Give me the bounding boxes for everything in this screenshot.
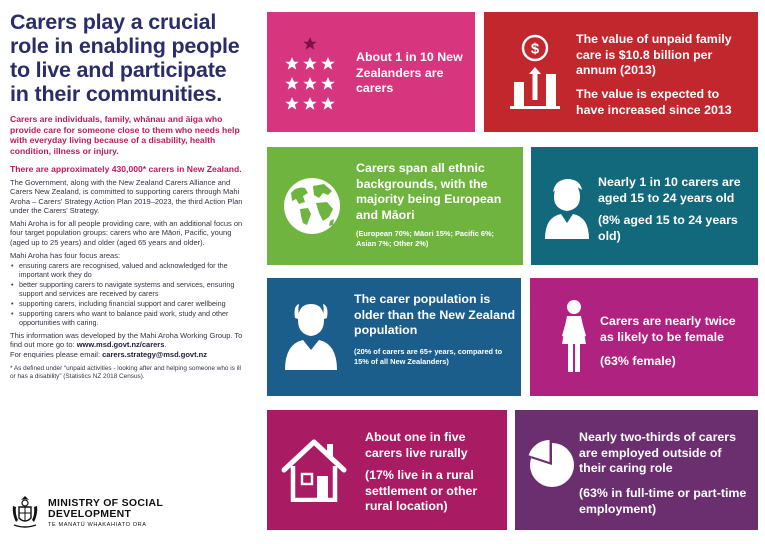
tile-headline-secondary: The value is expected to have increased since 2013: [576, 87, 732, 117]
tile-headline: About 1 in 10 New Zealanders are carers: [356, 50, 463, 95]
tile-headline: Carers span all ethnic backgrounds, with the majority being European and Māori: [356, 161, 502, 222]
tile-headline: The carer population is older than the New Zealand population: [354, 292, 516, 337]
tile-rural-carers: [267, 410, 507, 530]
older-person-icon: [283, 298, 339, 370]
tile-headline: The value of unpaid family care is $10.8 billion per annum (2013): [576, 32, 732, 77]
tile-ethnic-backgrounds: [267, 147, 523, 265]
list-item: • better supporting carers to navigate systems and services, ensuring support and services are received by carers: [10, 281, 248, 299]
focus-areas-heading: Mahi Aroha has four focus areas:: [10, 251, 121, 261]
tile-headline-secondary: (17% live in a rural settlement or other rural location): [365, 468, 478, 513]
mahi-aroha-paragraph: Mahi Aroha is for all people providing care, with an additional focus on four target population groups: carers who are Māori, Pacific, young (aged up to 25 years) and older (aged 65 years and older).: [10, 219, 243, 247]
contact-mid: For enquiries please email:: [10, 349, 103, 359]
tile-headline: About one in five carers live rurally: [365, 430, 468, 460]
footnote: * As defined under “unpaid activities - looking after and helping someone who is ill or has a disability” (Statistics NZ 2018 Census).: [10, 365, 241, 381]
tile-subtext: (European 70%; Māori 15%; Pacific 6%; Asian 7%; Other 2%): [356, 229, 495, 248]
tile-headline-secondary: (63% in full-time or part-time employment): [579, 486, 747, 516]
tile-female-carers: [530, 278, 758, 396]
female-icon: [558, 300, 590, 374]
ministry-logo: [10, 494, 250, 534]
tile-headline-secondary: (8% aged 15 to 24 years old): [598, 213, 738, 243]
tile-older-population: [267, 278, 521, 396]
value-growth-icon: [510, 34, 560, 110]
tile-headline-secondary: (63% female): [600, 354, 676, 368]
tile-young-carers: [531, 147, 758, 265]
list-item: • ensuring carers are recognised, valued and acknowledged for the important work they do: [10, 262, 248, 280]
contact-url-link[interactable]: www.msd.govt.nz/carers: [76, 340, 165, 350]
globe-icon: [283, 177, 341, 235]
ministry-name-line1: MINISTRY OF SOCIAL: [48, 497, 164, 509]
tile-headline: Nearly two-thirds of carers are employed outside of their caring role: [579, 430, 736, 475]
left-column: [10, 10, 248, 381]
tile-unpaid-value: [484, 12, 758, 132]
approx-carers-text: There are approximately 430,000* carers in New Zealand.: [10, 164, 242, 175]
intro-text: Carers are individuals, family, whānau and āiga who provide care for someone close to them who needs help with everyday living because of a disability, health condition, illness or injury.: [10, 114, 240, 156]
pie-chart-icon: [525, 438, 579, 492]
coat-of-arms-icon: [10, 494, 40, 530]
young-person-icon: [543, 177, 591, 239]
svg-text:$: $: [530, 40, 540, 58]
list-item: • supporting carers who want to balance paid work, study and other opportunities with caring.: [10, 310, 248, 328]
tile-employment: [515, 410, 758, 530]
ministry-name-line2: DEVELOPMENT: [48, 508, 132, 520]
focus-areas-list: [10, 262, 248, 327]
tile-headline: Nearly 1 in 10 carers are aged 15 to 24 years old: [598, 175, 741, 205]
contact-info: This information was developed by the Mahi Aroha Working Group. To find out more go to: www.msd.govt.nz/carers. For enquiries please email: carers.strategy@msd.govt.nz: [10, 330, 243, 359]
tile-subtext: (20% of carers are 65+ years, compared to 15% of all New Zealanders): [354, 347, 503, 366]
tile-headline: Carers are nearly twice as likely to be female: [600, 314, 736, 344]
page-title: Carers play a crucial role in enabling people to live and participate in their communities.: [10, 10, 240, 106]
contact-email-link[interactable]: carers.strategy@msd.govt.nz: [102, 349, 207, 359]
government-paragraph: The Government, along with the New Zealand Carers Alliance and Carers New Zealand, is committed to supporting carers through Mahi Aroha – Carers' Strategy Action Plan 2019–2023, the third Action Plan under the Carers' Strategy.: [10, 177, 243, 215]
stars-icon: [283, 36, 337, 112]
list-item: • supporting carers, including financial support and carer wellbeing: [10, 300, 248, 309]
tile-one-in-ten: [267, 12, 475, 132]
ministry-maori-name: TE MANATŪ WHAKAHIATO ORA: [48, 522, 147, 528]
contact-prefix: This information was developed by the Mahi Aroha Working Group. To find out more go to:: [10, 330, 243, 350]
house-icon: [281, 438, 347, 502]
